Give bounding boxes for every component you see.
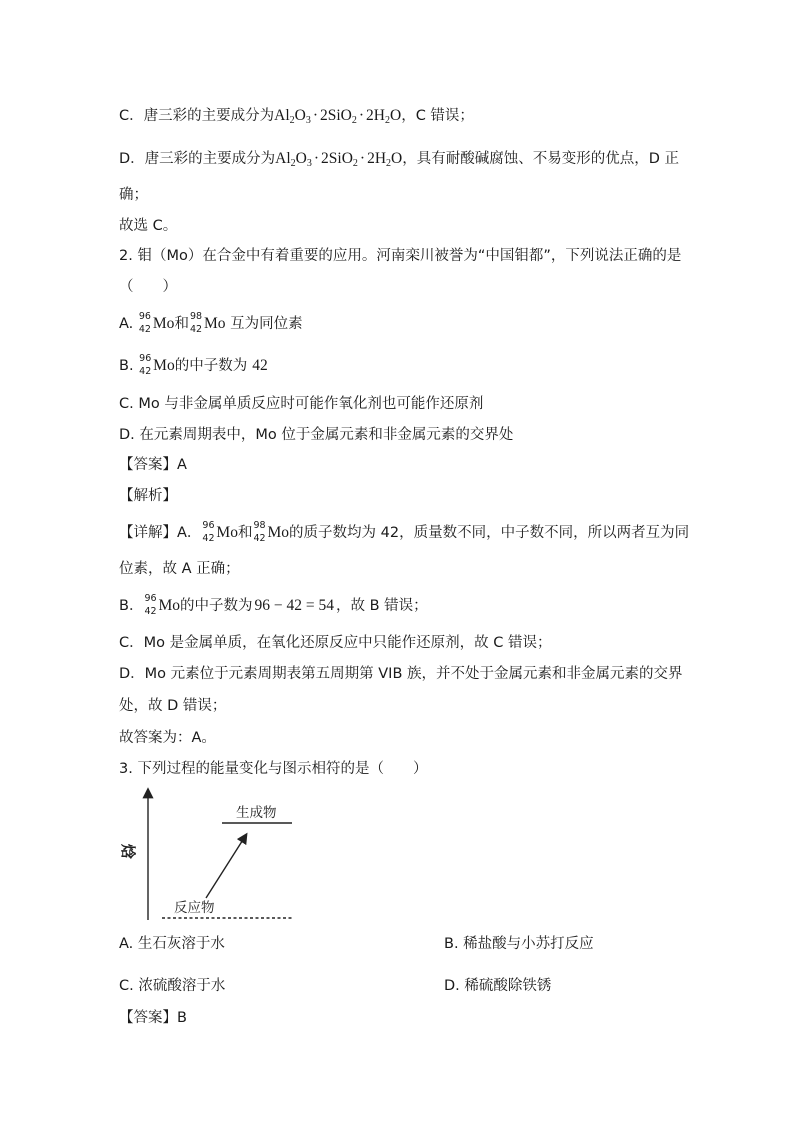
question-3-option-d: D. 稀硫酸除铁锈 [444, 978, 552, 994]
energy-diagram [115, 780, 315, 928]
isotope-mass-charge: 96 42 [138, 311, 151, 335]
isotope-mass-charge: 96 42 [139, 353, 152, 377]
final-answer: 故答案为：A。 [119, 730, 216, 746]
line-option-c-glaze: C．唐三彩的主要成分为$Al_2O_3 \cdot 2SiO_2 \cdot 2H_2O$，C 错误； [119, 107, 474, 126]
y-axis-label: 焓 [119, 844, 137, 860]
line-text: 确； [119, 187, 148, 203]
formula-glaze: $Al_2O_3 \cdot 2SiO_2 \cdot 2H_2O$ [274, 107, 402, 126]
question-3-option-b: B. 稀盐酸与小苏打反应 [444, 936, 594, 952]
explanation-b: B． 96 42 Mo的中子数为 96 − 42 = 54 ，故 B 错误； [119, 593, 428, 617]
question-3-option-c: C. 浓硫酸溶于水 [119, 978, 226, 994]
isotope-mass-charge: 96 42 [144, 593, 157, 617]
line-text: 处，故 D 错误； [119, 698, 227, 714]
question-3-stem: 3. 下列过程的能量变化与图示相符的是（ ） [119, 761, 428, 777]
reactant-label: 反应物 [174, 900, 215, 916]
line-text: 位素，故 A 正确； [119, 561, 240, 577]
isotope-mass-charge: 98 42 [253, 520, 266, 544]
line-option-d-glaze: D．唐三彩的主要成分为$Al_2O_3 \cdot 2SiO_2 \cdot 2H_2O$，具有耐酸碱腐蚀、不易变形的优点，D 正 [119, 150, 680, 169]
question-2-stem: 2. 钼（Mo）在合金中有着重要的应用。河南栾川被誉为“中国钼都”，下列说法正确的是 [119, 248, 682, 264]
explanation-d: D．Mo 元素位于元素周期表第五周期第 VIB 族，并不处于金属元素和非金属元素的交界 [119, 666, 683, 682]
question-2-option-c: C. Mo 与非金属单质反应时可能作氧化剂也可能作还原剂 [119, 396, 484, 412]
answer-label: 【答案】B [119, 1010, 187, 1026]
energy-arrow [206, 835, 246, 898]
question-2-bracket: （ ） [119, 279, 177, 295]
answer-label: 【答案】A [119, 457, 187, 473]
analysis-label: 【解析】 [119, 488, 177, 504]
explanation-a: 【详解】A． 96 42 Mo和 98 42 Mo的质子数均为 42，质量数不同，中子数不同，所以两者互为同 [119, 520, 690, 544]
question-2-option-d: D. 在元素周期表中，Mo 位于金属元素和非金属元素的交界处 [119, 427, 514, 443]
product-label: 生成物 [236, 805, 277, 821]
question-2-option-b: B. 96 42 Mo的中子数为 42 [119, 353, 268, 377]
isotope-mass-charge: 96 42 [202, 520, 215, 544]
question-2-option-a: A. 96 42 Mo和 98 42 Mo 互为同位素 [119, 311, 303, 335]
isotope-mass-charge: 98 42 [189, 311, 203, 335]
explanation-c: C．Mo 是金属单质，在氧化还原反应中只能作还原剂，故 C 错误； [119, 635, 552, 651]
question-3-option-a: A. 生石灰溶于水 [119, 936, 225, 952]
line-text: 故选 C。 [119, 218, 178, 234]
formula-glaze: $Al_2O_3 \cdot 2SiO_2 \cdot 2H_2O$ [275, 150, 403, 169]
